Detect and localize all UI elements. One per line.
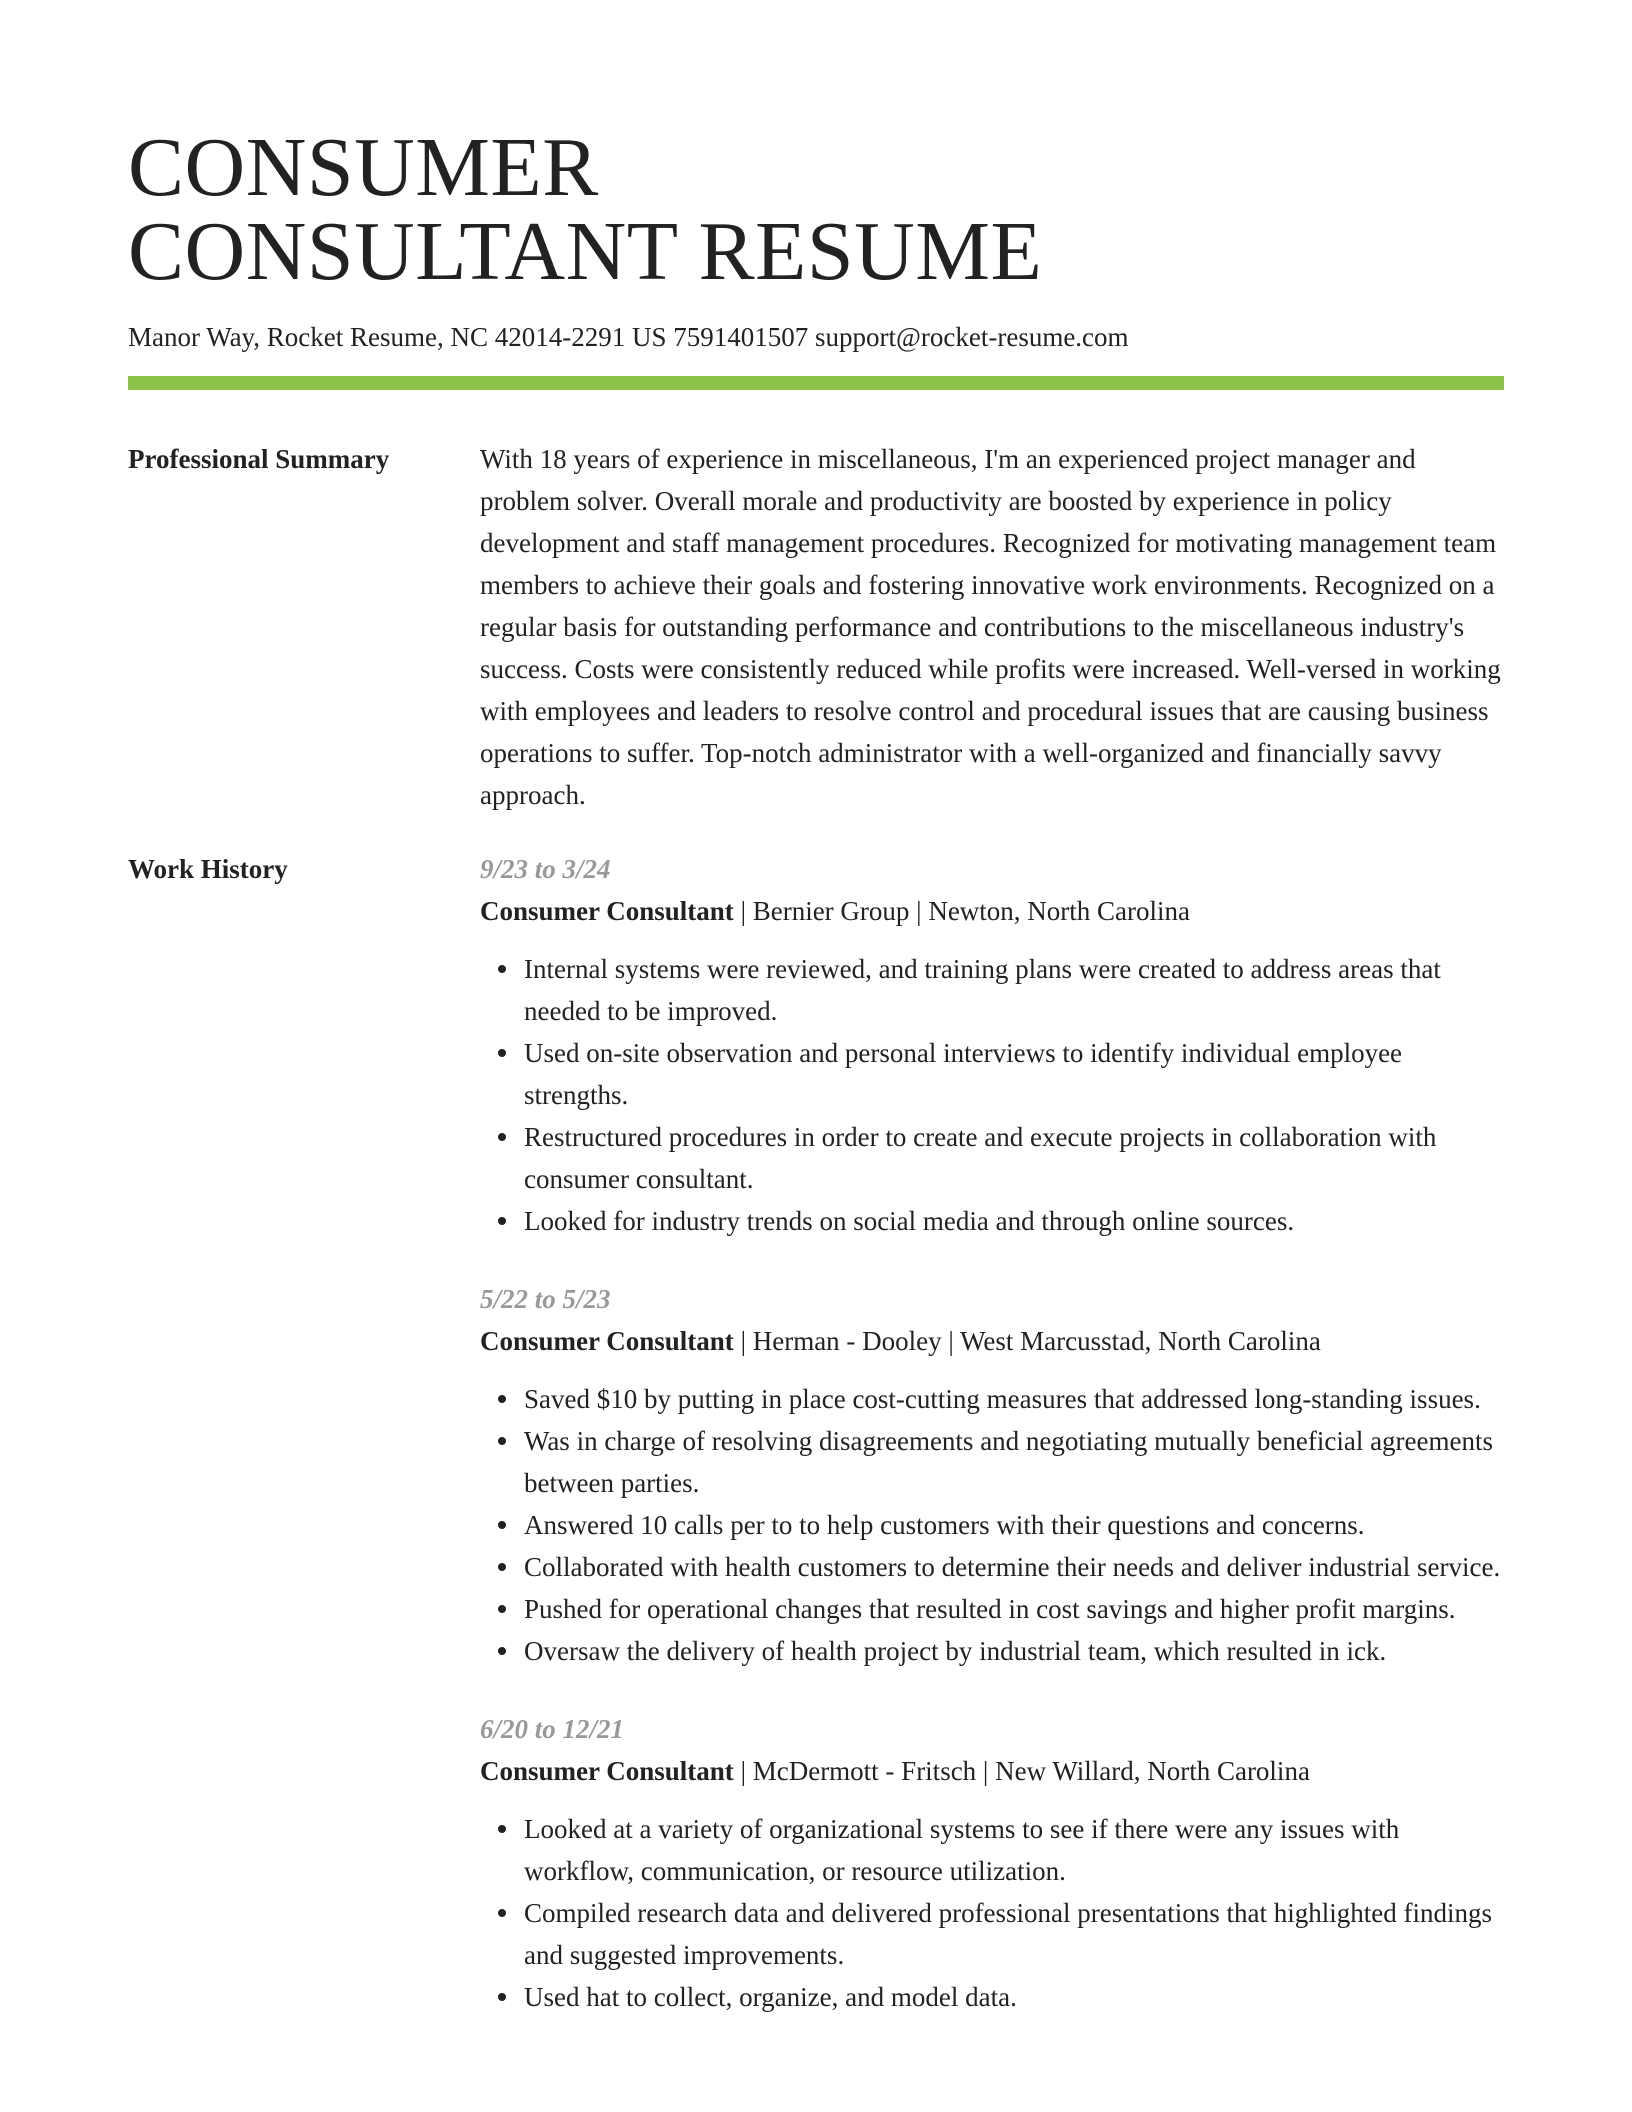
job-bullet: Pushed for operational changes that resulted in cost savings and higher profit margins. [524, 1588, 1504, 1630]
job-bullet: Answered 10 calls per to to help customers with their questions and concerns. [524, 1504, 1504, 1546]
job-dates: 6/20 to 12/21 [480, 1714, 625, 1744]
job-title-line [480, 1750, 1504, 1792]
job-entry [480, 848, 1504, 1242]
work-history-section [128, 848, 1504, 2018]
job-employer-location: | Bernier Group | Newton, North Carolina [733, 896, 1191, 926]
job-bullet: Collaborated with health customers to determine their needs and deliver industrial service. [524, 1546, 1504, 1588]
resume-title [128, 121, 1504, 298]
job-employer-location: | McDermott - Fritsch | New Willard, North Carolina [733, 1756, 1310, 1786]
job-bullet: Restructured procedures in order to create and execute projects in collaboration with consumer consultant. [524, 1116, 1504, 1200]
work-history-body [480, 848, 1504, 2018]
section-label-summary: Professional Summary [128, 444, 390, 474]
job-bullet: Was in charge of resolving disagreements and negotiating mutually beneficial agreements between parties. [524, 1420, 1504, 1504]
job-role: Consumer Consultant [480, 1756, 734, 1786]
title-line-1: CONSUMER [128, 121, 599, 214]
job-entry [480, 1708, 1504, 2018]
job-title-line [480, 1320, 1504, 1362]
job-employer-location: | Herman - Dooley | West Marcusstad, North Carolina [733, 1326, 1321, 1356]
job-bullet: Looked for industry trends on social media and through online sources. [524, 1200, 1504, 1242]
summary-body [480, 438, 1504, 816]
job-title-line [480, 890, 1504, 932]
summary-text: With 18 years of experience in miscellaneous, I'm an experienced project manager and problem solver. Overall morale and productivity are boosted by experience in policy development and staff management procedures. Recognized for motivating management team members to achieve their goals and fostering innovative work environments. Recognized on a regular basis for outstanding performance and contributions to the miscellaneous industry's success. Costs were consistently reduced while profits were increased. Well-versed in working with employees and leaders to resolve control and procedural issues that are causing business operations to suffer. Top-notch administrator with a well-organized and financially savvy approach. [480, 444, 1501, 810]
job-entry [480, 1278, 1504, 1672]
resume-page [128, 121, 1504, 2018]
job-bullet: Used hat to collect, organize, and model data. [524, 1976, 1504, 2018]
job-bullet: Compiled research data and delivered professional presentations that highlighted findings and suggested improvements. [524, 1892, 1504, 1976]
job-bullet-list [480, 1808, 1504, 2018]
job-bullet-list [480, 948, 1504, 1242]
job-bullet: Oversaw the delivery of health project by industrial team, which resulted in ick. [524, 1630, 1504, 1672]
job-role: Consumer Consultant [480, 896, 734, 926]
job-bullet: Looked at a variety of organizational systems to see if there were any issues with workflow, communication, or resource utilization. [524, 1808, 1504, 1892]
job-bullet: Used on-site observation and personal interviews to identify individual employee strengths. [524, 1032, 1504, 1116]
job-bullet: Saved $10 by putting in place cost-cutting measures that addressed long-standing issues. [524, 1378, 1504, 1420]
job-role: Consumer Consultant [480, 1326, 734, 1356]
professional-summary-section [128, 438, 1504, 816]
section-label-work: Work History [128, 854, 288, 884]
accent-divider [128, 376, 1504, 390]
contact-line: Manor Way, Rocket Resume, NC 42014-2291 US 7591401507 support@rocket-resume.com [128, 322, 1129, 352]
job-bullet: Internal systems were reviewed, and training plans were created to address areas that needed to be improved. [524, 948, 1504, 1032]
job-dates: 9/23 to 3/24 [480, 854, 611, 884]
job-dates: 5/22 to 5/23 [480, 1284, 611, 1314]
title-line-2: CONSULTANT RESUME [128, 205, 1043, 298]
job-bullet-list [480, 1378, 1504, 1672]
